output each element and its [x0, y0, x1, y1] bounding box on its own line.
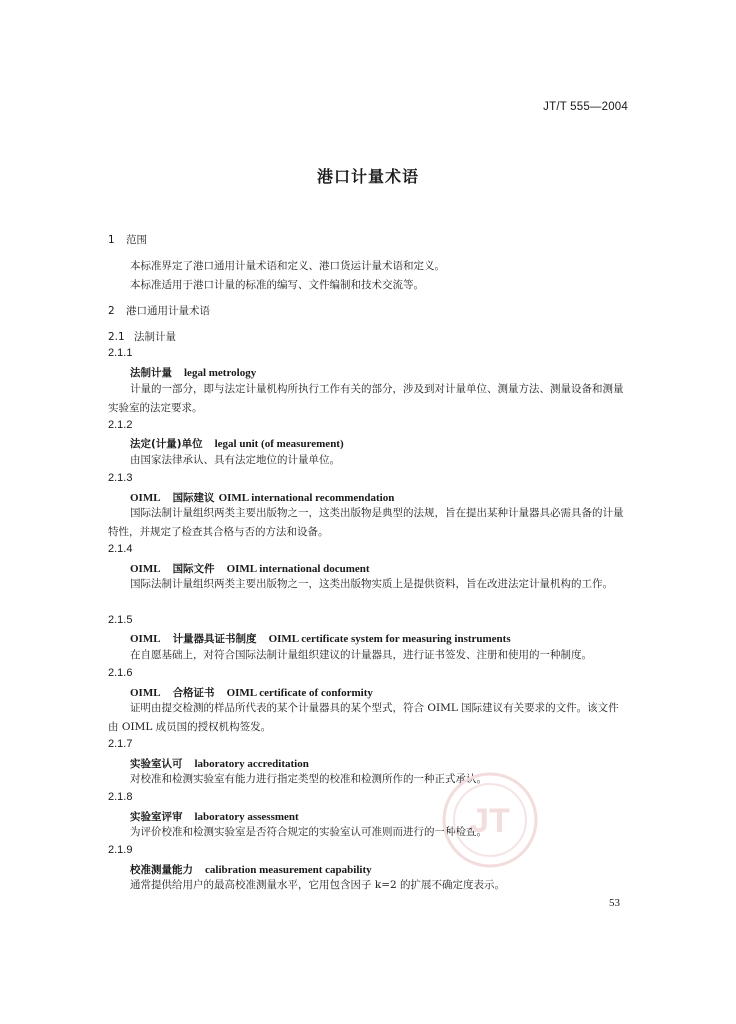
clause-number: 2.1.6 [108, 667, 133, 679]
clause-number: 2.1.7 [108, 738, 133, 750]
section-1-heading [108, 232, 147, 247]
term-zh: 实验室认可 [130, 758, 183, 770]
page-title: 港口计量术语 [316, 167, 419, 186]
section-1-paragraph-1: 本标准界定了港口通用计量术语和定义、港口货运计量术语和定义。 [130, 260, 445, 272]
term-zh: 计量器具证书制度 [172, 633, 257, 645]
watermark-stamp [440, 770, 540, 870]
clause-number: 2.1.8 [108, 791, 133, 803]
term-zh: 实验室评审 [130, 811, 183, 823]
term-prefix: OIML [130, 492, 161, 504]
term-definition: 证明由提交检测的样品所代表的某个计量器具的某个型式，符合 OIML 国际建议有关要求的文件。该文件由 OIML 成员国的授权机构签发。 [108, 702, 619, 733]
term-en: laboratory accreditation [194, 758, 309, 770]
term-en: OIML certificate system for measuring instruments [268, 633, 511, 645]
term-zh: 国际建议 [172, 492, 215, 504]
standard-code: JT/T 555—2004 [543, 101, 628, 113]
section-1-paragraph-2: 本标准适用于港口计量的标准的编写、文件编制和技术交流等。 [130, 279, 424, 291]
term-definition: 计量的一部分，即与法定计量机构所执行工作有关的部分，涉及到对计量单位、测量方法、测量设备和测量实验室的法定要求。 [108, 383, 624, 414]
section-2-1-title: 法制计量 [134, 331, 176, 343]
section-1-number: 1 [108, 234, 115, 246]
term-entry [130, 365, 256, 380]
term-en: legal unit (of measurement) [214, 438, 344, 450]
term-definition: 国际法制计量组织两类主要出版物之一，这类出版物实质上是提供资料，旨在改进法定计量机构的工作。 [130, 578, 613, 590]
term-zh: 法制计量 [130, 367, 172, 379]
section-2-heading [108, 303, 210, 318]
stamp-text: JT [470, 802, 510, 840]
term-definition: 为评价校准和检测实验室是否符合规定的实验室认可准则而进行的一种检查。 [130, 826, 487, 838]
term-definition: 对校准和检测实验室有能力进行指定类型的校准和检测所作的一种正式承认。 [130, 773, 487, 785]
term-entry [130, 862, 372, 877]
term-zh: 国际文件 [172, 563, 215, 575]
section-2-1-number: 2.1 [108, 331, 125, 343]
term-definition: 由国家法律承认、具有法定地位的计量单位。 [130, 454, 340, 466]
term-en: calibration measurement capability [205, 864, 372, 876]
term-entry [130, 436, 344, 451]
clause-number: 2.1.3 [108, 472, 133, 484]
clause-number: 2.1.9 [108, 844, 133, 856]
term-definition: 国际法制计量组织两类主要出版物之一，这类出版物是典型的法规，旨在提出某种计量器具必需具备的计量特性，并规定了检查其合格与否的方法和设备。 [108, 507, 624, 538]
term-prefix: OIML [130, 633, 161, 645]
term-en: OIML international recommendation [218, 492, 395, 504]
term-entry [130, 490, 394, 505]
term-zh: 法定(计量)单位 [130, 438, 203, 450]
term-entry [130, 561, 370, 576]
term-en: OIML certificate of conformity [226, 687, 373, 699]
clause-number: 2.1.5 [108, 614, 133, 626]
clause-number: 2.1.1 [108, 347, 133, 359]
term-definition: 通常提供给用户的最高校准测量水平，它用包含因子 k=2 的扩展不确定度表示。 [130, 879, 506, 891]
section-1-title: 范围 [126, 234, 147, 246]
term-prefix: OIML [130, 687, 161, 699]
term-en: legal metrology [184, 367, 257, 379]
section-2-title: 港口通用计量术语 [126, 305, 210, 317]
term-entry [130, 631, 511, 646]
term-entry [130, 685, 373, 700]
term-en: laboratory assessment [194, 811, 299, 823]
term-prefix: OIML [130, 563, 161, 575]
clause-number: 2.1.4 [108, 543, 133, 555]
term-zh: 校准测量能力 [130, 864, 193, 876]
page-number: 53 [609, 897, 620, 909]
clause-number: 2.1.2 [108, 419, 133, 431]
term-entry [130, 756, 309, 771]
term-zh: 合格证书 [172, 687, 215, 699]
term-entry [130, 809, 299, 824]
term-en: OIML international document [226, 563, 370, 575]
term-definition: 在自愿基础上，对符合国际法制计量组织建议的计量器具，进行证书签发、注册和使用的一种制度。 [130, 649, 592, 661]
section-2-1-heading [108, 329, 176, 344]
section-2-number: 2 [108, 305, 115, 317]
